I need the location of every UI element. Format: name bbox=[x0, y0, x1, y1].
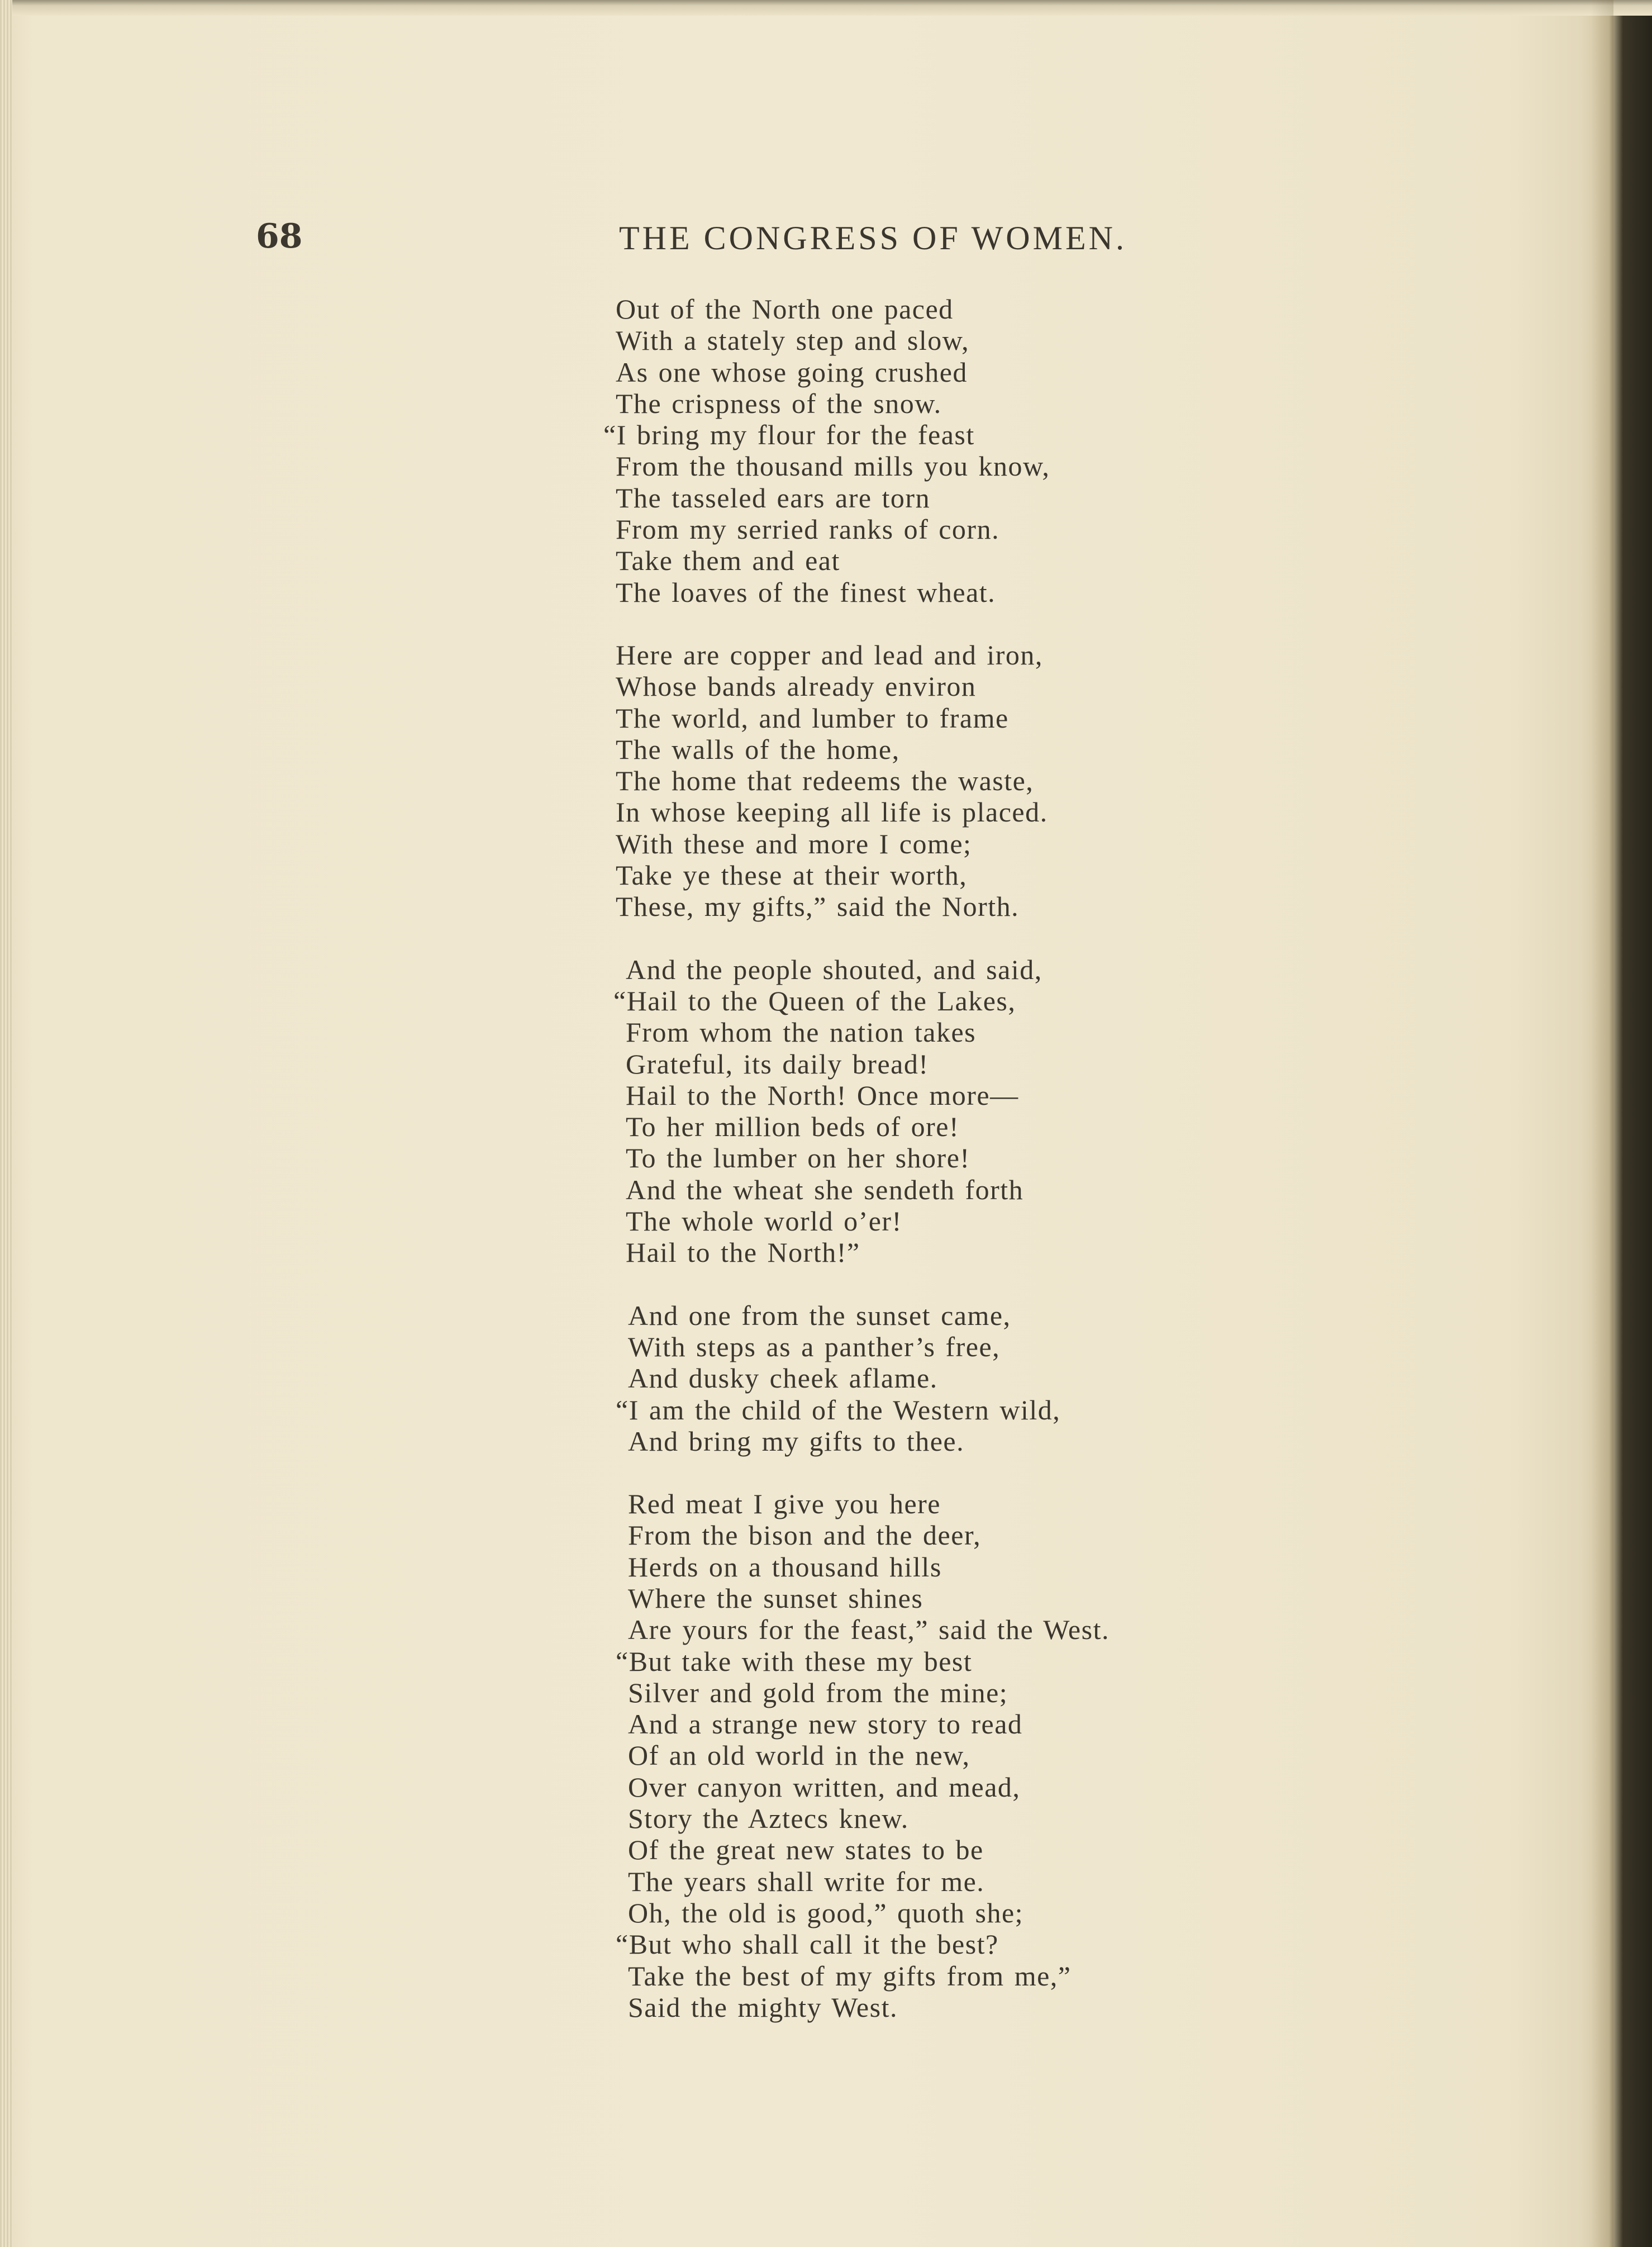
poem-body bbox=[603, 293, 1286, 2054]
poem-line: “But who shall call it the best? bbox=[616, 1928, 999, 1960]
stanza-1 bbox=[603, 293, 1286, 608]
poem-line: These, my gifts,” said the North. bbox=[616, 891, 1020, 923]
poem-line: Hail to the North!” bbox=[626, 1237, 860, 1269]
poem-line: “But take with these my best bbox=[616, 1645, 973, 1677]
poem-line: “I am the child of the Western wild, bbox=[616, 1394, 1061, 1426]
poem-line: With these and more I come; bbox=[616, 828, 972, 859]
poem-line: From the thousand mills you know, bbox=[616, 450, 1050, 482]
poem-line: Take ye these at their worth, bbox=[616, 859, 968, 891]
poem-line: “Hail to the Queen of the Lakes, bbox=[613, 985, 1016, 1016]
poem-line: Of an old world in the new, bbox=[628, 1740, 970, 1771]
poem-line: The walls of the home, bbox=[616, 733, 900, 765]
poem-line: And one from the sunset came, bbox=[628, 1299, 1011, 1331]
poem-line: From my serried ranks of corn. bbox=[616, 514, 1000, 545]
poem-line: The world, and lumber to frame bbox=[616, 702, 1009, 734]
poem-line: From the bison and the deer, bbox=[628, 1519, 982, 1551]
running-title: THE CONGRESS OF WOMEN. bbox=[619, 220, 1127, 256]
poem-line: From whom the nation takes bbox=[626, 1016, 977, 1048]
poem-line: Out of the North one paced bbox=[616, 293, 954, 325]
poem-line: And a strange new story to read bbox=[628, 1708, 1023, 1740]
poem-line: Silver and gold from the mine; bbox=[628, 1676, 1008, 1708]
poem-line: And the people shouted, and said, bbox=[626, 953, 1042, 985]
poem-line: Hail to the North! Once more— bbox=[626, 1079, 1019, 1111]
poem-line: Take the best of my gifts from me,” bbox=[628, 1960, 1072, 1992]
poem-line: “I bring my flour for the feast bbox=[603, 419, 975, 451]
poem-line: The home that redeems the waste, bbox=[616, 765, 1034, 797]
poem-line: And dusky cheek aflame. bbox=[628, 1362, 938, 1394]
page-left-gutter bbox=[0, 0, 12, 2247]
stanza-5 bbox=[616, 1488, 1286, 2023]
poem-line: Where the sunset shines bbox=[628, 1582, 923, 1614]
poem-line: In whose keeping all life is placed. bbox=[616, 796, 1048, 828]
poem-line: Here are copper and lead and iron, bbox=[616, 639, 1043, 671]
poem-line: Are yours for the feast,” said the West. bbox=[628, 1614, 1110, 1646]
poem-line: Oh, the old is good,” quoth she; bbox=[628, 1897, 1024, 1928]
page-right-edge-shadow bbox=[1591, 0, 1613, 2247]
stanza-3 bbox=[613, 953, 1286, 1269]
poem-line: With a stately step and slow, bbox=[616, 325, 970, 357]
poem-line: And the wheat she sendeth forth bbox=[626, 1174, 1024, 1205]
poem-line: The loaves of the finest wheat. bbox=[616, 576, 996, 608]
poem-line: Herds on a thousand hills bbox=[628, 1551, 942, 1583]
poem-line: Red meat I give you here bbox=[628, 1488, 941, 1520]
stanza-2 bbox=[616, 639, 1286, 923]
poem-line: Said the mighty West. bbox=[628, 1991, 898, 2023]
poem-line: To the lumber on her shore! bbox=[626, 1142, 970, 1174]
poem-line: Whose bands already environ bbox=[616, 671, 977, 702]
page-number: 68 bbox=[256, 217, 303, 256]
poem-line: The whole world o’er! bbox=[626, 1205, 902, 1237]
page-header bbox=[0, 217, 1652, 262]
page-top-edge bbox=[0, 0, 1652, 16]
poem-line: Grateful, its daily bread! bbox=[626, 1048, 929, 1080]
poem-line: Story the Aztecs knew. bbox=[628, 1803, 909, 1835]
poem-line: To her million beds of ore! bbox=[626, 1111, 960, 1143]
poem-line: And bring my gifts to thee. bbox=[628, 1425, 965, 1457]
poem-line: With steps as a panther’s free, bbox=[628, 1331, 1001, 1362]
poem-line: Of the great new states to be bbox=[628, 1834, 984, 1866]
poem-line: The crispness of the snow. bbox=[616, 387, 942, 419]
poem-line: Take them and eat bbox=[616, 545, 840, 577]
poem-line: As one whose going crushed bbox=[616, 356, 968, 388]
poem-line: The years shall write for me. bbox=[628, 1865, 985, 1897]
poem-line: Over canyon written, and mead, bbox=[628, 1771, 1021, 1803]
stanza-4 bbox=[616, 1300, 1286, 1457]
poem-line: The tasseled ears are torn bbox=[616, 482, 931, 514]
